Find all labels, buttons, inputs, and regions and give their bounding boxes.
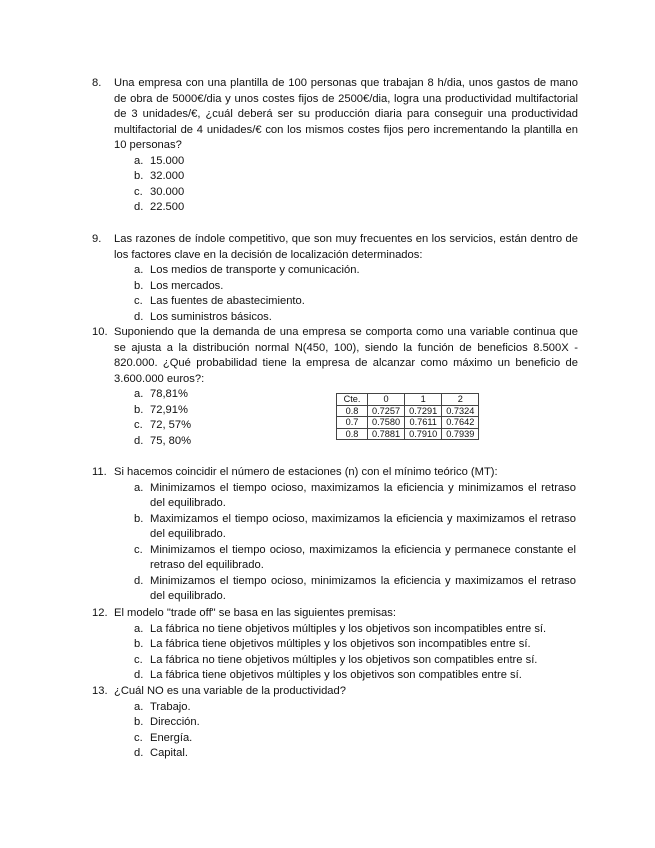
option-text: Trabajo. bbox=[150, 700, 191, 713]
option-letter: c. bbox=[134, 419, 143, 431]
option-a bbox=[134, 154, 578, 170]
option-letter: b. bbox=[134, 403, 144, 416]
option-list bbox=[92, 154, 578, 216]
option-d bbox=[134, 310, 578, 326]
table-cell: 0.7881 bbox=[368, 428, 405, 440]
option-list bbox=[92, 700, 578, 762]
option-text: Los suministros básicos. bbox=[150, 310, 272, 323]
question-number: 12. bbox=[92, 607, 108, 619]
option-letter: c. bbox=[134, 653, 143, 666]
question-text: Las razones de índole competitivo, que son muy frecuentes en los servicios, están dentro de los factores clave en la decisión de localización determinados: bbox=[114, 233, 578, 261]
table-cell: 0.7611 bbox=[405, 417, 442, 429]
option-text: La fábrica no tiene objetivos múltiples y los objetivos son incompatibles entre sí. bbox=[150, 622, 547, 635]
question-9 bbox=[92, 232, 578, 325]
option-d bbox=[134, 200, 578, 216]
option-letter: b. bbox=[134, 512, 144, 525]
option-text: Capital. bbox=[150, 747, 188, 759]
option-text: 72, 57% bbox=[150, 419, 192, 431]
option-a bbox=[134, 387, 282, 403]
question-8 bbox=[92, 76, 578, 216]
table-cell: 0.8 bbox=[337, 428, 368, 440]
normal-distribution-table bbox=[336, 393, 479, 440]
option-b bbox=[134, 279, 578, 295]
table-row bbox=[337, 405, 479, 417]
option-text: 32.000 bbox=[150, 170, 185, 182]
option-text: Las fuentes de abastecimiento. bbox=[150, 295, 305, 307]
option-b bbox=[134, 512, 578, 543]
option-letter: b. bbox=[134, 716, 144, 728]
option-d bbox=[134, 434, 282, 450]
option-text: Energía. bbox=[150, 731, 193, 744]
question-10 bbox=[92, 325, 578, 449]
option-text: Dirección. bbox=[150, 716, 200, 728]
question-text: Suponiendo que la demanda de una empresa se comporta como una variable continua que se ajusta a la distribución normal N(450, 100), siendo la función de beneficios 8.500X - 820.000. ¿Qué probabilidad tiene la empresa de alcanzar como máximo un beneficio de 3.600.000 euros?: bbox=[114, 326, 578, 385]
option-text: Minimizamos el tiempo ocioso, minimizamos la eficiencia y maximizamos el retraso del equilibrado. bbox=[150, 574, 576, 602]
option-letter: d. bbox=[134, 747, 144, 759]
question-11 bbox=[92, 465, 578, 605]
option-text: Los mercados. bbox=[150, 279, 224, 292]
option-text: Maximizamos el tiempo ocioso, maximizamos la eficiencia y maximizamos el retraso del equilibrado. bbox=[150, 512, 576, 540]
option-letter: d. bbox=[134, 201, 144, 213]
table-cell: 0.7 bbox=[337, 417, 368, 429]
table-cell: 0 bbox=[368, 394, 405, 406]
option-list bbox=[92, 622, 578, 684]
option-letter: d. bbox=[134, 574, 144, 587]
question-number: 10. bbox=[92, 326, 108, 338]
option-b bbox=[134, 637, 578, 653]
option-text: Minimizamos el tiempo ocioso, maximizamos la eficiencia y minimizamos el retraso del equilibrado. bbox=[150, 481, 576, 509]
table-cell: 0.7257 bbox=[368, 405, 405, 417]
option-c bbox=[134, 185, 578, 201]
option-letter: a. bbox=[134, 264, 144, 276]
option-letter: d. bbox=[134, 669, 144, 681]
option-a bbox=[134, 263, 578, 279]
table-cell: 0.7580 bbox=[368, 417, 405, 429]
option-b bbox=[134, 169, 578, 185]
option-letter: c. bbox=[134, 543, 143, 556]
answers-with-table bbox=[92, 387, 578, 449]
option-d bbox=[134, 746, 578, 762]
table-cell: 0.7324 bbox=[442, 405, 479, 417]
option-text: Los medios de transporte y comunicación. bbox=[150, 264, 360, 276]
option-d bbox=[134, 574, 578, 605]
question-number: 13. bbox=[92, 685, 108, 697]
table-row bbox=[337, 428, 479, 440]
option-a bbox=[134, 700, 578, 716]
option-letter: a. bbox=[134, 481, 144, 494]
question-number: 9. bbox=[92, 233, 102, 245]
question-text: Una empresa con una plantilla de 100 personas que trabajan 8 h/dia, unos gastos de mano de obra de 5000€/dia y unos costes fijos de 2500€/dia, logra una productividad multifactorial de 3 unidades/€, ¿cuál deberá ser su producción diaria para conseguir una productividad multifactorial de 4 unidades/€ con los mismos costes fijos pero incrementando la plantilla en 10 personas? bbox=[114, 77, 578, 151]
table-cell: 0.8 bbox=[337, 405, 368, 417]
option-a bbox=[134, 622, 578, 638]
table-row bbox=[337, 417, 479, 429]
option-letter: b. bbox=[134, 279, 144, 292]
table-cell: 0.7910 bbox=[405, 428, 442, 440]
question-text: Si hacemos coincidir el número de estaciones (n) con el mínimo teórico (MT): bbox=[114, 466, 498, 478]
option-text: 78,81% bbox=[150, 388, 188, 400]
option-letter: c. bbox=[134, 295, 143, 307]
table-cell: 2 bbox=[442, 394, 479, 406]
table-cell: 0.7939 bbox=[442, 428, 479, 440]
option-letter: c. bbox=[134, 185, 143, 198]
question-text: ¿Cuál NO es una variable de la productividad? bbox=[114, 685, 346, 697]
option-letter: d. bbox=[134, 434, 144, 447]
option-b bbox=[134, 715, 578, 731]
option-letter: b. bbox=[134, 170, 144, 182]
table-cell: 0.7642 bbox=[442, 417, 479, 429]
option-letter: a. bbox=[134, 622, 144, 635]
option-c bbox=[134, 294, 578, 310]
option-list bbox=[92, 481, 578, 605]
table-cell: 0.7291 bbox=[405, 405, 442, 417]
option-text: 72,91% bbox=[150, 403, 188, 416]
option-text: 75, 80% bbox=[150, 434, 192, 447]
option-text: 30.000 bbox=[150, 185, 185, 198]
question-number: 11. bbox=[92, 466, 107, 478]
table-cell: 1 bbox=[405, 394, 442, 406]
question-12 bbox=[92, 606, 578, 684]
table-cell: Cte. bbox=[337, 394, 368, 406]
option-text: La fábrica tiene objetivos múltiples y los objetivos son compatibles entre sí. bbox=[150, 669, 522, 681]
table-header-row bbox=[337, 394, 479, 406]
option-letter: a. bbox=[134, 154, 144, 167]
option-c bbox=[134, 418, 282, 434]
option-text: 15.000 bbox=[150, 154, 185, 167]
option-text: La fábrica no tiene objetivos múltiples y los objetivos son compatibles entre sí. bbox=[150, 653, 538, 666]
option-c bbox=[134, 543, 578, 574]
option-c bbox=[134, 653, 578, 669]
question-number: 8. bbox=[92, 77, 102, 89]
option-letter: a. bbox=[134, 388, 144, 400]
option-a bbox=[134, 481, 578, 512]
option-text: Minimizamos el tiempo ocioso, maximizamos la eficiencia y permanece constante el retraso del equilibrado. bbox=[150, 543, 576, 571]
option-list bbox=[92, 263, 578, 325]
question-text: El modelo "trade off" se basa en las siguientes premisas: bbox=[114, 607, 396, 619]
option-d bbox=[134, 668, 578, 684]
option-text: La fábrica tiene objetivos múltiples y los objetivos son incompatibles entre sí. bbox=[150, 638, 531, 650]
option-letter: c. bbox=[134, 731, 143, 744]
option-c bbox=[134, 731, 578, 747]
option-letter: d. bbox=[134, 310, 144, 323]
option-b bbox=[134, 403, 282, 419]
question-13 bbox=[92, 684, 578, 762]
option-list bbox=[92, 387, 282, 449]
option-letter: b. bbox=[134, 638, 144, 650]
option-letter: a. bbox=[134, 700, 144, 713]
option-text: 22.500 bbox=[150, 201, 185, 213]
